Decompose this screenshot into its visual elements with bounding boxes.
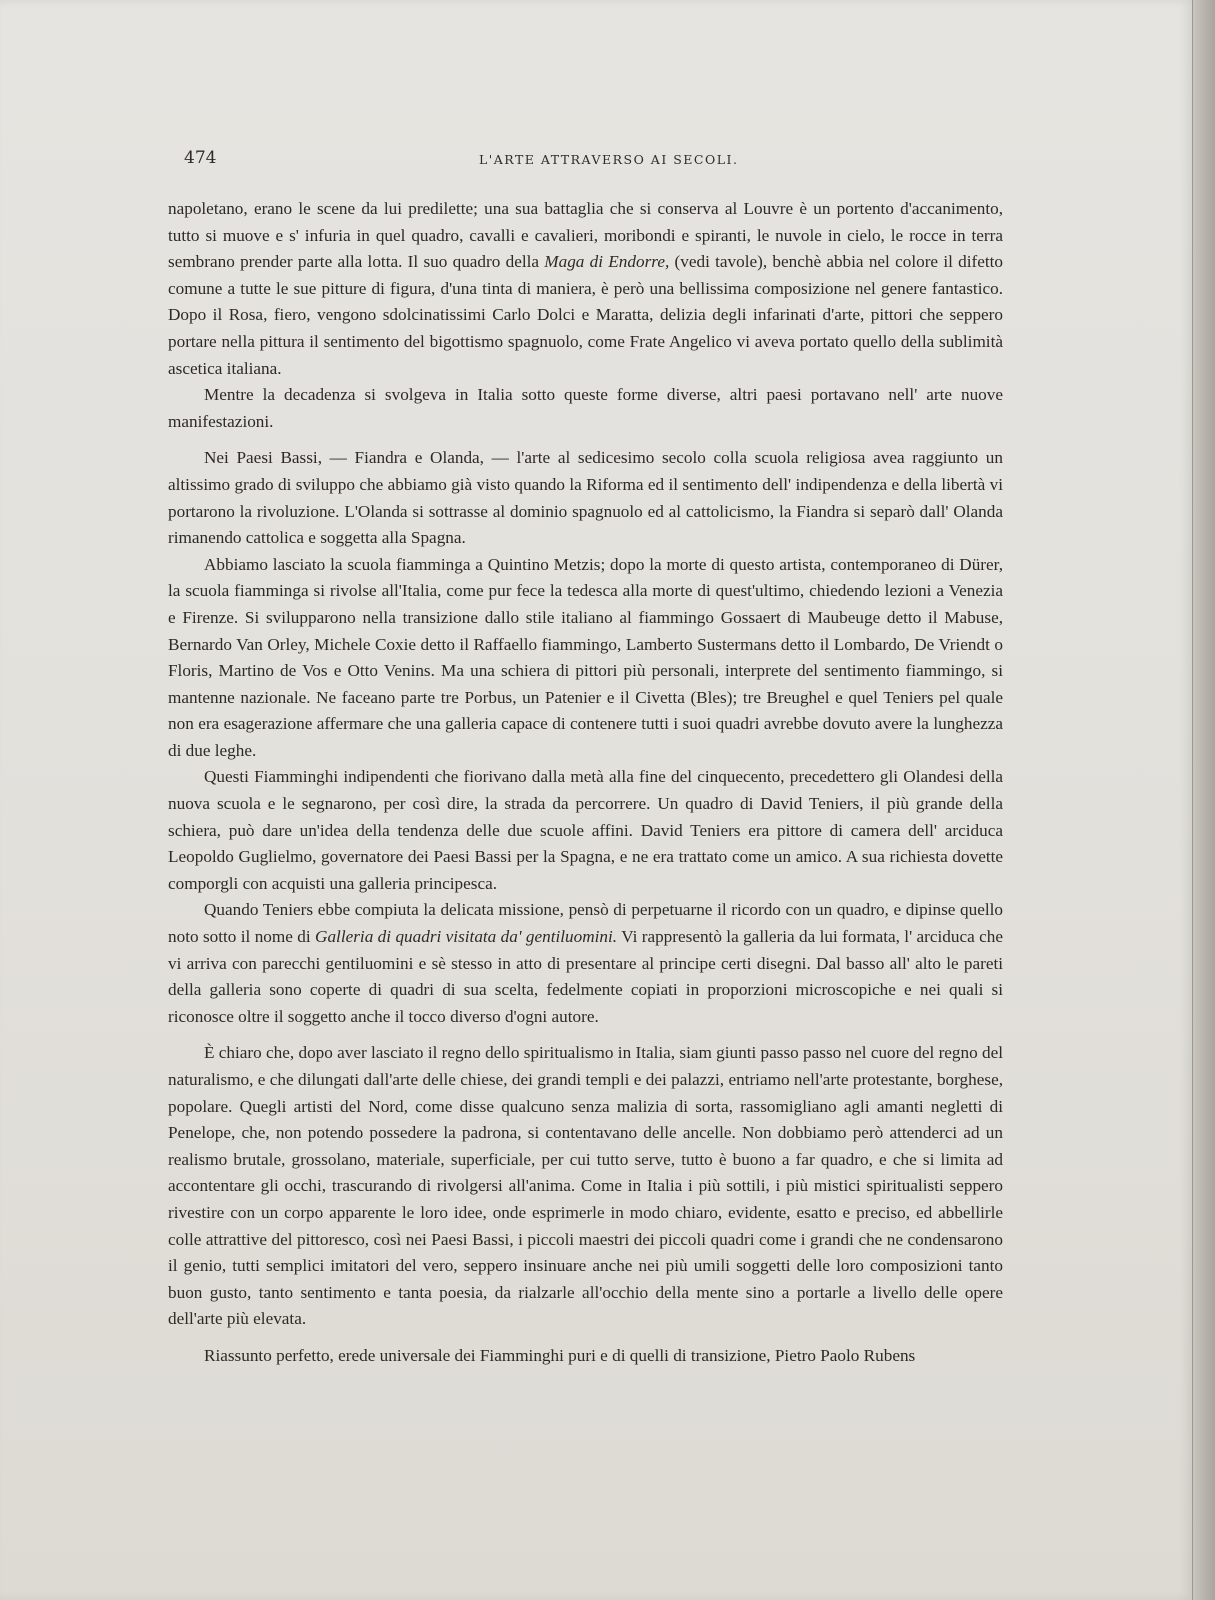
paragraph-2: Mentre la decadenza si svolgeva in Italia sotto queste forme diverse, altri paesi portavano nell' arte nuove manifestazioni. — [168, 385, 1003, 431]
paragraph-4: Abbiamo lasciato la scuola fiamminga a Quintino Metzis; dopo la morte di questo artista, contemporaneo di Dürer, la scuola fiamminga si rivolse all'Italia, come pur fece la tedesca alla morte di quest'ultimo, chiedendo lezioni a Venezia e Firenze. Si svilupparono nella transizione dallo stile italiano al fiammingo Gossaert di Maubeuge detto il Mabuse, Bernardo Van Orley, Michele Coxie detto il Raffaello fiammingo, Lamberto Sustermans detto il Lombardo, De Vriendt o Floris, Martino de Vos e Otto Venins. Ma una schiera di pittori più personali, interprete del sentimento fiammingo, si mantenne nazionale. Ne faceano parte tre Porbus, un Patenier e il Civetta (Bles); tre Breughel e quel Teniers pel quale non era esagerazione affermare che una galleria capace di contenere tutti i suoi quadri avrebbe dovuto avere la lunghezza di due leghe. — [168, 554, 1003, 760]
paragraph-8: Riassunto perfetto, erede universale dei Fiamminghi puri e di quelli di transizione, Pietro Paolo Rubens — [204, 1345, 916, 1365]
page-number: 474 — [184, 148, 217, 168]
paragraph-5: Questi Fiamminghi indipendenti che fiorivano dalla metà alla fine del cinquecento, precedettero gli Olandesi della nuova scuola e le segnarono, per così dire, la strada da percorrere. Un quadro di David Teniers, il più grande della schiera, può dare un'idea della tendenza delle due scuole affini. David Teniers era pittore di camera dell' arciduca Leopoldo Guglielmo, governatore dei Paesi Bassi per la Spagna, e ne era trattato come un amico. A sua richiesta dovette comporgli con acquisti una galleria principesca. — [168, 767, 1003, 893]
running-title: L'ARTE ATTRAVERSO AI SECOLI. — [479, 152, 739, 167]
paragraph-6: Quando Teniers ebbe compiuta la delicata missione, pensò di perpetuarne il ricordo con un quadro, e dipinse quello noto sotto il nome di Galleria di quadri visitata da' gentiluomini. Vi rappresentò la galleria da lui formata, l' arciduca che vi arriva con parecchi gentiluomini e sè stesso in atto di presentare al principe certi disegni. Dal basso all' alto le pareti della galleria sono coperte di quadri di sua scelta, fedelmente copiati in proporzioni microscopiche e nei quali si riconosce oltre il soggetto anche il tocco diverso d'ogni autore. — [168, 900, 1003, 1026]
page-edge — [1192, 0, 1215, 1600]
page-header — [184, 148, 1014, 174]
body-text — [168, 196, 1003, 1370]
paragraph-3: Nei Paesi Bassi, — Fiandra e Olanda, — l'arte al sedicesimo secolo colla scuola religiosa avea raggiunto un altissimo grado di sviluppo che abbiamo già visto quando la Riforma ed il sentimento dell' indipendenza e della libertà vi portarono la rivoluzione. L'Olanda si sottrasse al dominio spagnuolo ed al cattolicismo, la Fiandra si separò dall' Olanda rimanendo cattolica e soggetta alla Spagna. — [168, 448, 1003, 548]
paragraph-1: napoletano, erano le scene da lui predilette; una sua battaglia che si conserva al Louvre è un portento d'accanimento, tutto si muove e s' infuria in quel quadro, cavalli e cavalieri, moribondi e spiranti, le nuvole in cielo, le rocce in terra sembrano prender parte alla lotta. Il suo quadro della Maga di Endorre, (vedi tavole), benchè abbia nel colore il difetto comune a tutte le sue pitture di figura, d'una tinta di maniera, è però una bellissima composizione nel genere fantastico. Dopo il Rosa, fiero, vengono sdolcinatissimi Carlo Dolci e Maratta, delizia degli infarinati d'arte, pittori che seppero portare nella pittura il sentimento del bigottismo spagnuolo, come Frate Angelico vi aveva portato quello della sublimità ascetica italiana. — [168, 199, 1004, 378]
paragraph-7: È chiaro che, dopo aver lasciato il regno dello spiritualismo in Italia, siam giunti passo passo nel cuore del regno del naturalismo, e che dilungati dall'arte delle chiese, dei grandi templi e dei palazzi, entriamo nell'arte protestante, borghese, popolare. Quegli artisti del Nord, come disse qualcuno senza malizia di sorta, rassomigliano agli amanti negletti di Penelope, che, non potendo possedere la padrona, si contentavano delle ancelle. Non dobbiamo però attenderci ad un realismo brutale, grossolano, materiale, superficiale, per cui tutto serve, tutto è buono a far quadro, e che si limita ad accontentare gli occhi, trascurando di rivolgersi all'anima. Come in Italia i più sottili, i più mistici spiritualisti seppero rivestire con un corpo apparente le loro idee, onde esprimerle in modo chiaro, evidente, esatto e preciso, ed abbellirle colle attrattive del pittoresco, così nei Paesi Bassi, i piccoli maestri dei piccoli quadri come i grandi che ne condensarono il genio, tutti semplici imitatori del vero, seppero insinuare anche nei più umili soggetti delle loro composizioni tanto buon gusto, tanto sentimento e tanta poesia, da rialzarle all'occhio della mente sino a portarle a livello delle opere dell'arte più elevata. — [168, 1043, 1004, 1329]
italic-title-galleria: Galleria di quadri visitata da' gentiluomini. — [315, 927, 618, 947]
italic-title-maga-di-endorre: Maga di Endorre, — [544, 252, 670, 272]
